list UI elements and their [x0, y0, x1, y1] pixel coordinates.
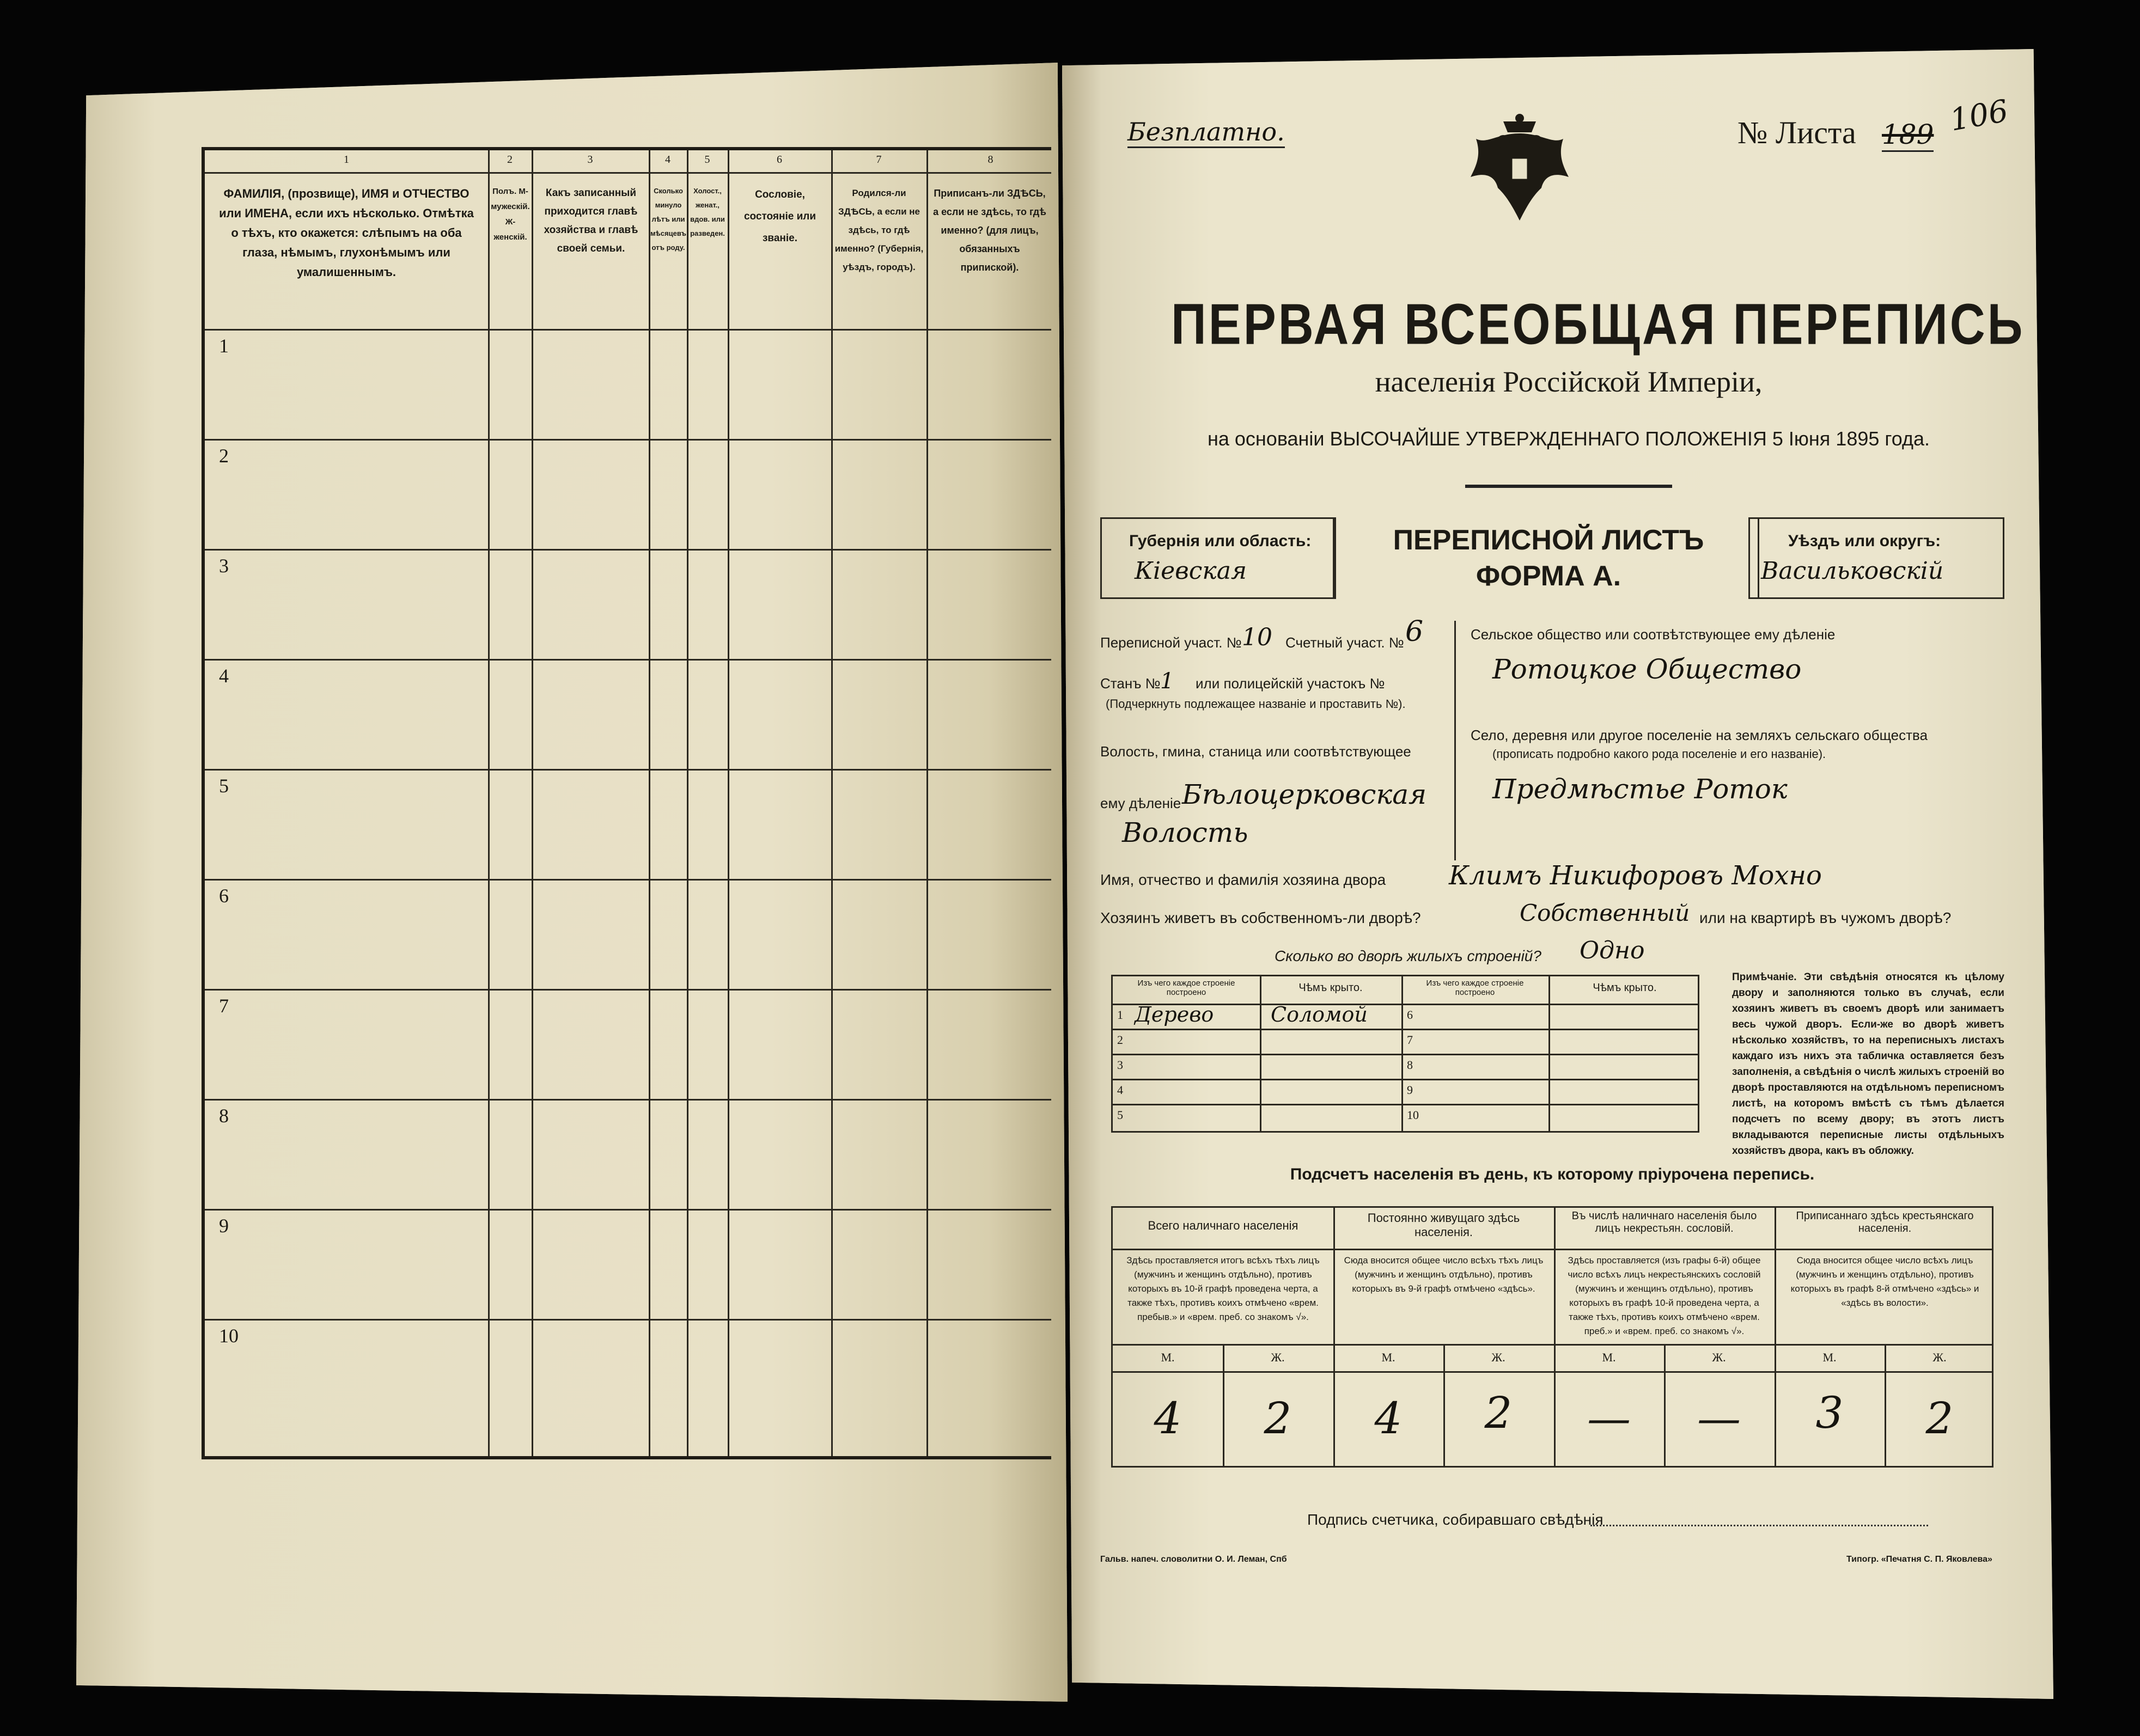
row-number: 7 [219, 995, 229, 1017]
building-row-number: 2 [1117, 1033, 1123, 1047]
count-value: 2 [1925, 1393, 1954, 1444]
column-number: 3 [587, 154, 593, 166]
province-value: Кіевская [1135, 557, 1247, 585]
building-row-number: 3 [1117, 1058, 1123, 1072]
form-letter: ФОРМА А. [1476, 560, 1621, 592]
sex-label: М. [1161, 1350, 1175, 1364]
count-description: Здѣсь проставляется (изъ графы 6-й) общее число всѣхъ лицъ некрестьянскихъ сословій (мужчинъ и женщинъ отдѣльно), противъ которыхъ въ графѣ 10-й проведена черта, а также тѣхъ, противъ коихъ отмѣчено «врем. преб.» и «врем. преб. со знакомъ √». [1568, 1255, 1761, 1336]
village-label: Село, деревня или другое поселеніе на земляхъ сельскаго общества [1471, 727, 1928, 743]
building-note: Примѣчаніе. Эти свѣдѣнія относятся къ цѣлому двору и заполняются только въ случаѣ, если хозяинъ живетъ въ своемъ дворѣ или занимаетъ весь чужой дворъ. Если-же во дворѣ живетъ нѣсколько хозяйствъ, то на переписныхъ листахъ каждаго изъ нихъ эта табличка оставляется безъ заполненія, а свѣдѣнія о числѣ жилыхъ строеній во дворѣ проставляются на отдѣльномъ переписномъ листѣ, на которомъ вмѣстѣ съ тѣмъ дѣлается подсчетъ по всему двору; въ этотъ листъ вкладываются переписные листы отдѣльныхъ хозяйствъ двора, какъ въ обложку. [1732, 971, 2004, 1157]
row-number: 8 [219, 1105, 229, 1127]
sex-label: Ж. [1491, 1350, 1505, 1364]
building-1-material: Дерево [1135, 1003, 1214, 1026]
buildings-value: Одно [1580, 937, 1645, 964]
county-value: Васильковскій [1761, 557, 1944, 585]
column-header-relation: Какъ записанный приходится главѣ хозяйства и главѣ своей семьи. [544, 187, 638, 254]
page-title: ПЕРВАЯ ВСЕОБЩАЯ ПЕРЕПИСЬ [1171, 292, 2025, 357]
owner-value: Климъ Никифоровъ Мохно [1449, 860, 1822, 891]
sheet-number-label: № Листа [1737, 115, 1856, 150]
province-box [1100, 517, 1334, 599]
column-header-marital: Холост., женат., вдов. или разведен. [690, 187, 725, 237]
census-table [202, 147, 1051, 1459]
building-row-number: 1 [1117, 1008, 1123, 1022]
column-header-age: Сколько минуло лѣтъ или мѣсяцевъ отъ роду. [650, 187, 686, 252]
column-header-birthplace: Родился-ли ЗДѢСЬ, а если не здѣсь, то гдѣ именно? (Губернія, уѣздъ, городъ). [834, 188, 924, 272]
building-1-roof: Соломой [1271, 1003, 1368, 1026]
free-label: Безплатно. [1127, 117, 1285, 148]
residence-label: Хозяинъ живетъ въ собственномъ-ли дворѣ? [1100, 909, 1421, 926]
column-number: 7 [876, 154, 882, 166]
volost-label-continued: ему дѣленіе [1100, 795, 1181, 811]
double-headed-eagle-icon [1465, 112, 1574, 226]
counting-district-label: Счетный участ. № [1285, 634, 1404, 651]
count-header: Всего наличнаго населенія [1148, 1219, 1298, 1232]
column-header-sex: Полъ. М-мужескій. Ж-женскій. [491, 187, 530, 242]
sex-label: Ж. [1932, 1350, 1947, 1364]
count-header: Приписаннаго здѣсь крестьянскаго населенія. [1796, 1210, 1974, 1234]
form-title: ПЕРЕПИСНОЙ ЛИСТЪ [1393, 524, 1704, 556]
counting-district-value: 6 [1405, 615, 1424, 648]
row-number: 1 [219, 335, 229, 357]
count-value: 2 [1264, 1393, 1292, 1444]
address-divider [1454, 621, 1456, 860]
sex-label: Ж. [1712, 1350, 1726, 1364]
count-value: 3 [1815, 1387, 1844, 1438]
count-value: — [1587, 1393, 1631, 1444]
column-number: 4 [665, 154, 670, 166]
count-value: 4 [1154, 1393, 1182, 1444]
row-number: 2 [219, 445, 229, 467]
printer-left: Гальв. напеч. словолитни О. И. Леман, Спб [1100, 1555, 1287, 1564]
volost-value-continued: Волость [1122, 817, 1248, 848]
count-header: Постоянно живущаго здѣсь населенія. [1367, 1211, 1520, 1239]
row-number: 3 [219, 555, 229, 577]
building-row-number: 4 [1117, 1083, 1123, 1097]
count-value: — [1697, 1393, 1741, 1444]
form-title-box [1334, 517, 1759, 599]
signature-label: Подпись счетчика, собиравшаго свѣдѣнія [1307, 1511, 1604, 1528]
sex-label: М. [1602, 1350, 1616, 1364]
county-box [1748, 517, 2004, 599]
sheet-number-value: 189 [1882, 119, 1934, 152]
column-number: 6 [777, 154, 782, 166]
census-district-value: 10 [1242, 624, 1272, 651]
column-number: 1 [344, 154, 349, 166]
count-value: 2 [1484, 1387, 1513, 1438]
village-value: Предмѣстье Роток [1492, 773, 1788, 805]
province-label: Губернія или область: [1129, 532, 1312, 550]
count-description: Здѣсь проставляется итогъ всѣхъ тѣхъ лицъ (мужчинъ и женщинъ отдѣльно), противъ которыхъ въ 10-й графѣ проведена черта, а также тѣхъ, противъ коихъ отмѣчено «врем. пребыв.» и «врем. преб. со знакомъ √». [1126, 1255, 1320, 1322]
buildings-header-roof: Чѣмъ крыто. [1593, 982, 1657, 994]
society-label: Сельское общество или соотвѣтствующее ему дѣленіе [1471, 626, 1836, 643]
signature-line [1590, 1525, 1928, 1526]
building-row-number: 5 [1117, 1108, 1123, 1122]
column-number: 8 [987, 154, 993, 166]
legal-basis: на основаніи ВЫСОЧАЙШЕ УТВЕРЖДЕННАГО ПОЛОЖЕНІЯ 5 Іюня 1895 года. [1207, 427, 1930, 450]
buildings-header-roof: Чѣмъ крыто. [1298, 982, 1363, 994]
row-number: 5 [219, 775, 229, 797]
sex-label: Ж. [1271, 1350, 1285, 1364]
corner-number: 106 [1947, 93, 2011, 138]
population-count-table [1111, 1206, 1993, 1468]
society-value: Ротоцкое Общество [1492, 653, 1802, 685]
row-number: 9 [219, 1215, 229, 1237]
underline-note: (Подчеркнуть подлежащее названіе и проставить №). [1106, 697, 1406, 711]
buildings-table [1111, 975, 1699, 1133]
building-row-number: 8 [1407, 1058, 1413, 1072]
count-title: Подсчетъ населенія въ день, къ которому пріурочена перепись. [1290, 1165, 1815, 1183]
building-row-number: 9 [1407, 1083, 1413, 1097]
page-subtitle: населенія Россійской Имперіи, [1375, 365, 1763, 398]
building-row-number: 7 [1407, 1033, 1413, 1047]
row-number: 4 [219, 665, 229, 687]
column-number: 5 [704, 154, 710, 166]
column-header-name: ФАМИЛІЯ, (прозвище), ИМЯ и ОТЧЕСТВО или ИМЕНА, если ихъ нѣсколько. Отмѣтка о тѣхъ, кто окажется: слѣпымъ на оба глаза, нѣмымъ, глухонѣмымъ или умалишеннымъ. [219, 187, 474, 279]
stan-value: 1 [1160, 669, 1174, 694]
building-row-number: 6 [1407, 1008, 1413, 1022]
buildings-header-material: Изъ чего каждое строеніе построено [1426, 979, 1524, 997]
sex-label: М. [1381, 1350, 1395, 1364]
county-label: Уѣздъ или округъ: [1788, 532, 1941, 550]
printer-right: Типогр. «Печатня С. П. Яковлева» [1846, 1555, 1992, 1564]
buildings-header-material: Изъ чего каждое строеніе построено [1137, 979, 1235, 997]
residence-label-2: или на квартирѣ въ чужомъ дворѣ? [1699, 909, 1952, 926]
stan-label: Станъ № [1100, 675, 1161, 692]
residence-value: Собственный [1520, 900, 1690, 926]
count-header: Въ числѣ наличнаго населенія было лицъ некрестьян. сословій. [1571, 1210, 1757, 1234]
divider [1465, 485, 1672, 488]
count-description: Сюда вносится общее число всѣхъ тѣхъ лицъ (мужчинъ и женщинъ отдѣльно), противъ которыхъ въ 9-й графѣ отмѣчено «здѣсь». [1344, 1255, 1544, 1294]
column-number: 2 [507, 154, 513, 166]
column-header-registration: Приписанъ-ли ЗДѢСЬ, а если не здѣсь, то гдѣ именно? (для лицъ, обязанныхъ припиской). [933, 188, 1046, 273]
sex-label: М. [1822, 1350, 1837, 1364]
count-description: Сюда вносится общее число всѣхъ лицъ (мужчинъ и женщинъ отдѣльно), противъ которыхъ въ графѣ 8-й отмѣчено «здѣсь» и «здѣсь въ волости». [1790, 1255, 1979, 1308]
village-note: (прописать подробно какого рода поселеніе и его названіе). [1492, 747, 1826, 761]
owner-label: Имя, отчество и фамилія хозяина двора [1100, 871, 1386, 888]
volost-value: Бѣлоцерковская [1182, 779, 1427, 810]
count-value: 4 [1374, 1393, 1403, 1444]
buildings-label: Сколько во дворѣ жилыхъ строеній? [1275, 948, 1541, 964]
column-header-estate: Сословіе, состояніе или званіе. [743, 189, 816, 244]
row-number: 10 [219, 1325, 239, 1347]
census-district-label: Переписной участ. № [1100, 634, 1242, 651]
building-row-number: 10 [1407, 1108, 1419, 1122]
volost-label: Волость, гмина, станица или соотвѣтствующее [1100, 743, 1411, 760]
police-district-label: или полицейскій участокъ № [1196, 675, 1385, 692]
row-number: 6 [219, 885, 229, 907]
